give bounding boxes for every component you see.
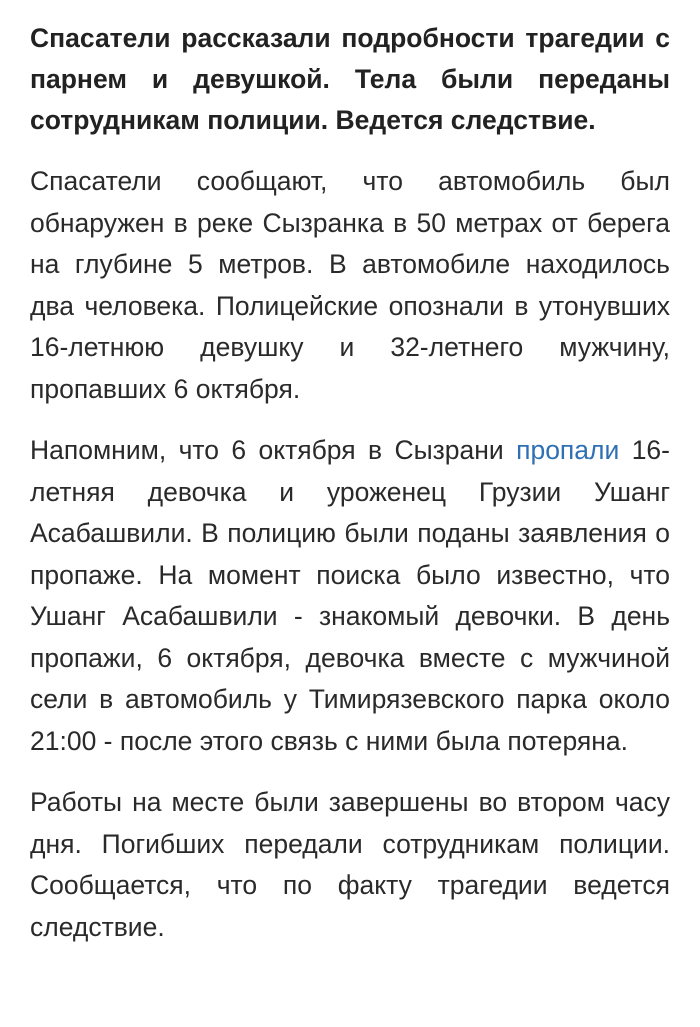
- missing-persons-link[interactable]: пропали: [516, 435, 620, 465]
- paragraph-2-text-after-link: 16-летняя девочка и уроженец Грузии Ушанг Асабашвили. В полицию были поданы заявления о пропаже. На момент поиска было известно, что Ушанг Асабашвили - знакомый девочки. В день пропажи, 6 октября, девочка вместе с мужчиной сели в автомобиль у Тимирязевского парка около 21:00 - после этого связь с ними была потеряна.: [30, 435, 670, 756]
- article-lead: Спасатели рассказали подробности трагедии с парнем и девушкой. Тела были переданы сотрудникам полиции. Ведется следствие.: [30, 23, 670, 135]
- article-paragraph-2: [30, 430, 670, 762]
- paragraph-2-text-before-link: Напомним, что 6 октября в Сызрани: [30, 435, 517, 465]
- article-paragraph-3: Работы на месте были завершены во втором часу дня. Погибших передали сотрудникам полиции. Сообщается, что по факту трагедии ведется следствие.: [30, 787, 670, 942]
- article-paragraph-1: Спасатели сообщают, что автомобиль был обнаружен в реке Сызранка в 50 метрах от берега на глубине 5 метров. В автомобиле находилось два человека. Полицейские опознали в утонувших 16-летнюю девушку и 32-летнего мужчину, пропавших 6 октября.: [30, 166, 670, 404]
